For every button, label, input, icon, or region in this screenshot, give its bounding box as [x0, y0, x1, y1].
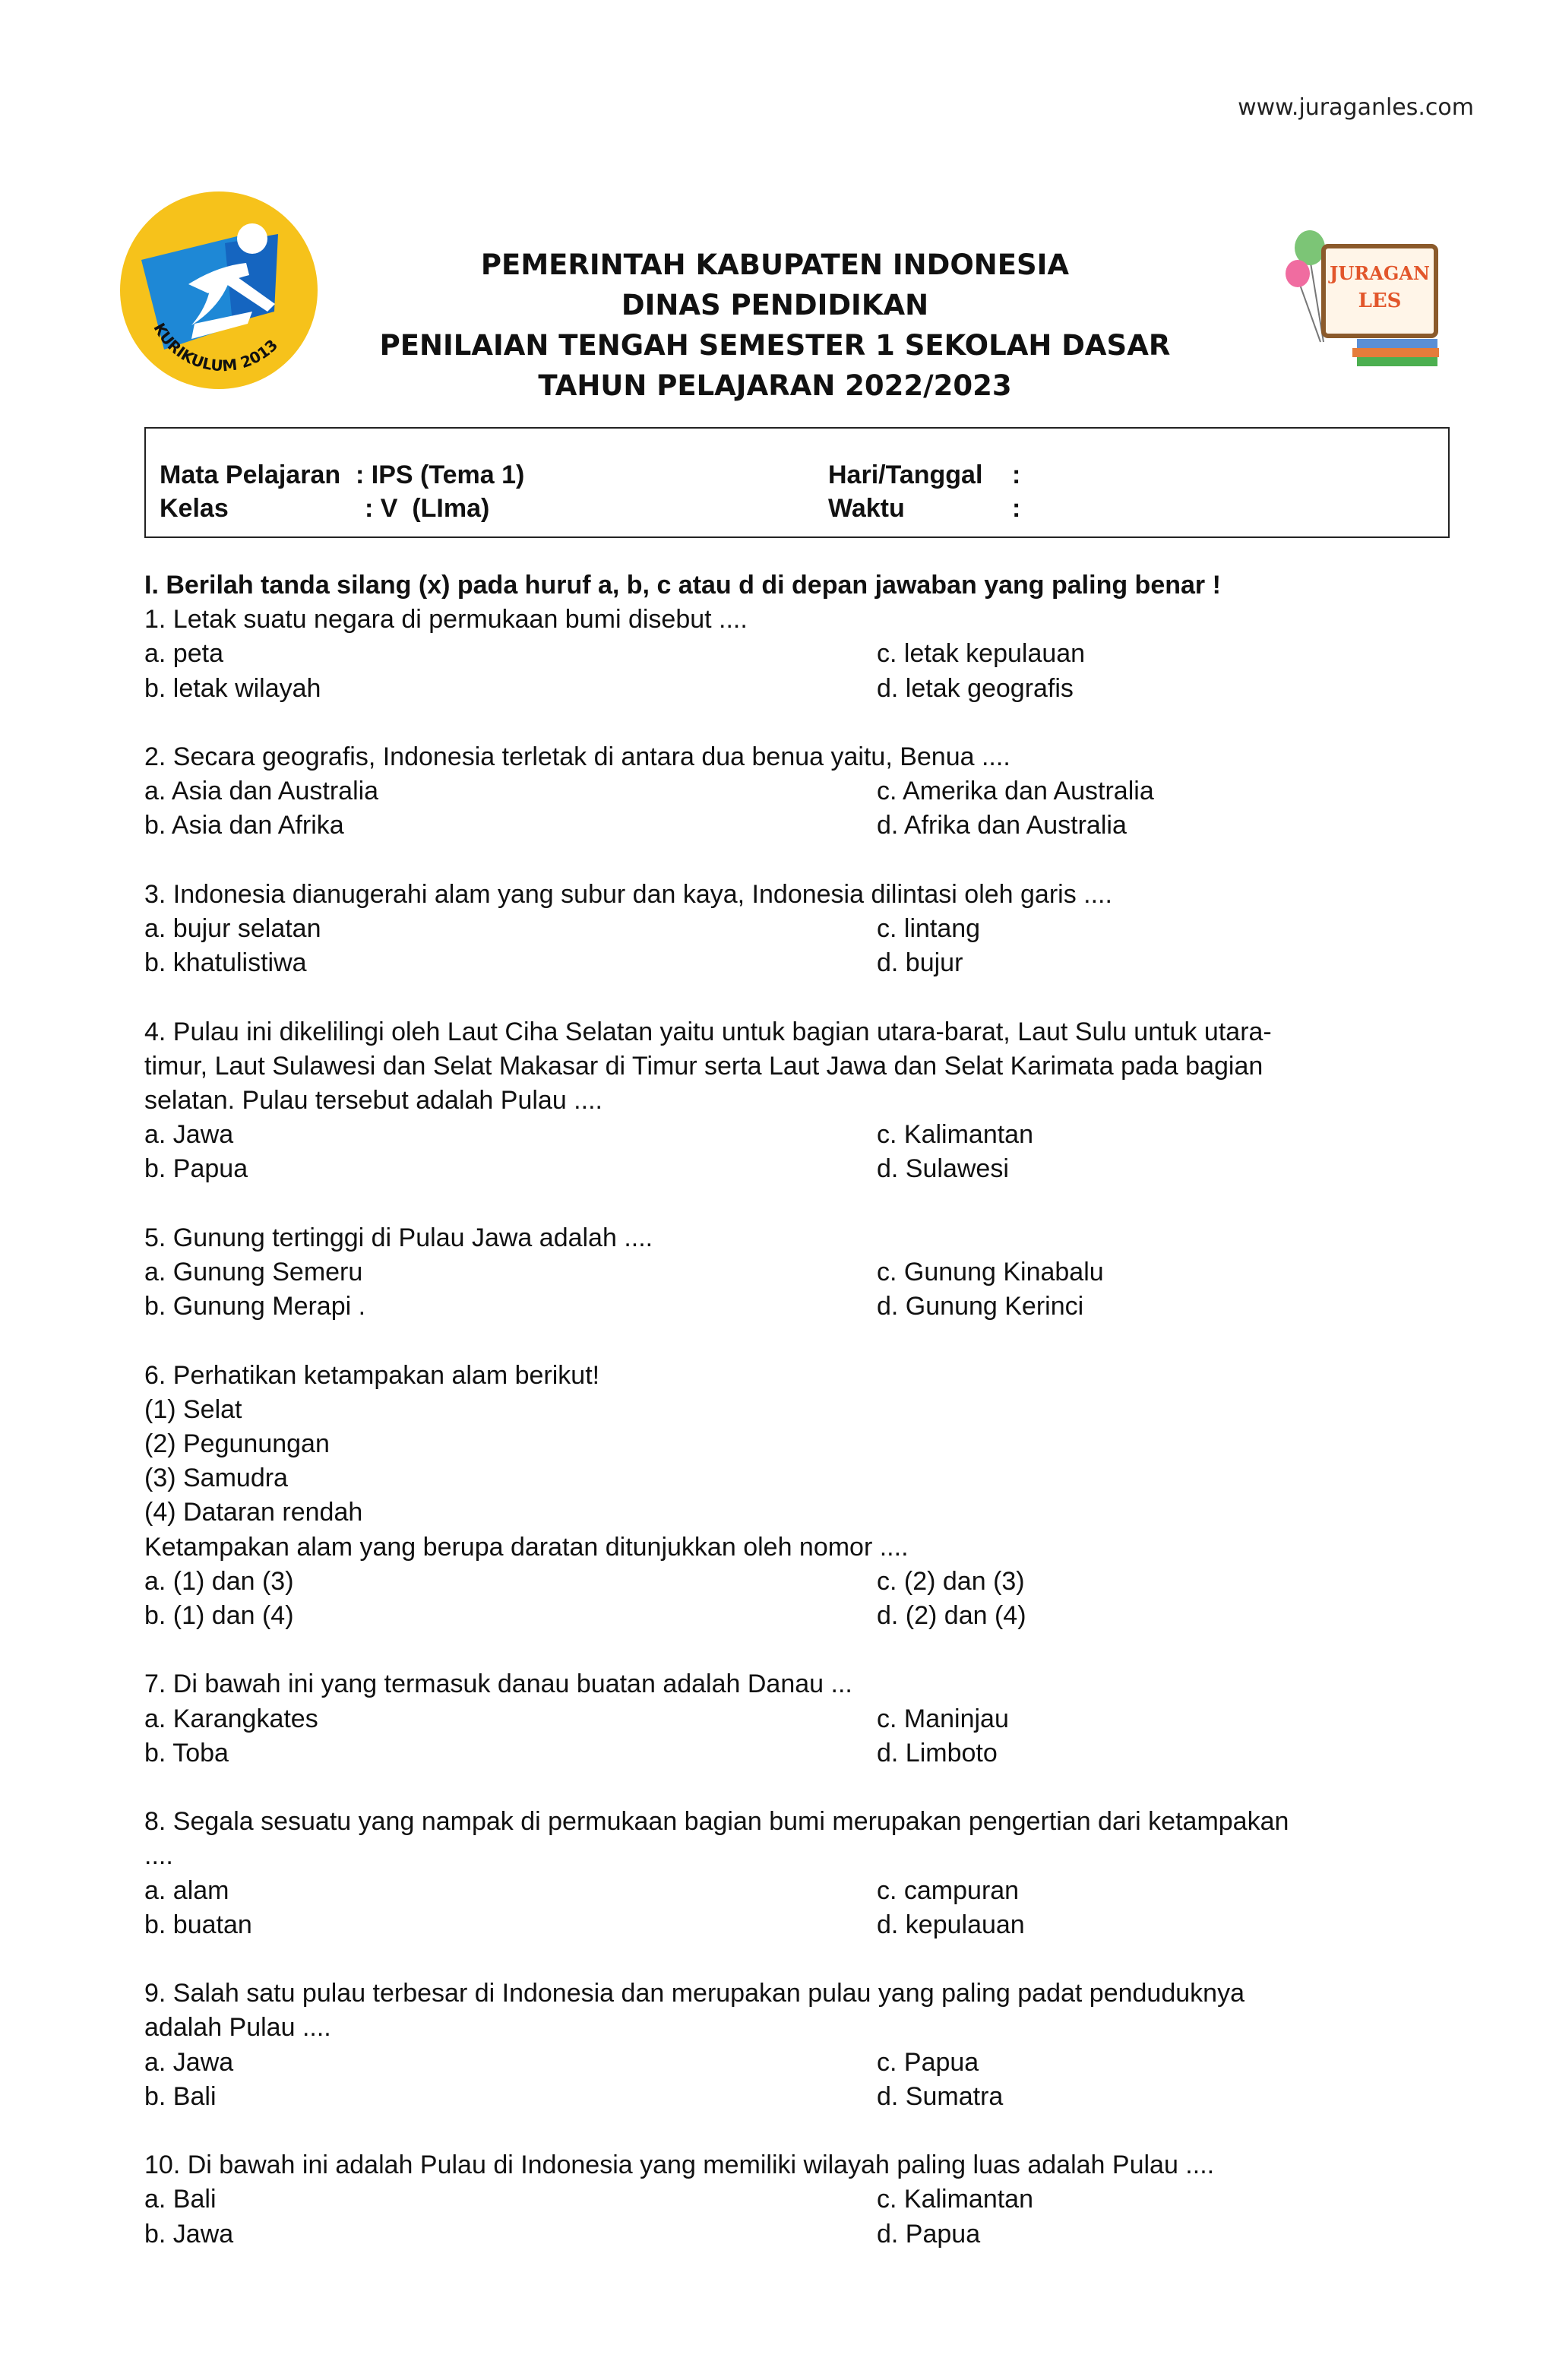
heading-line-1: PEMERINTAH KABUPATEN INDONESIA [480, 248, 1070, 281]
kelas-value: : V (LIma) [365, 494, 490, 523]
heading-line-4: TAHUN PELAJARAN 2022/2023 [538, 369, 1012, 402]
question-10 [144, 2148, 1390, 2252]
option-b: b. Gunung Merapi . [144, 1292, 366, 1321]
instruction: I. Berilah tanda silang (x) pada huruf a, b, c atau d di depan jawaban yang paling benar ! [144, 571, 1221, 600]
question-stem-line: 9. Salah satu pulau terbesar di Indonesia dan merupakan pulau yang paling padat penduduknya [144, 1979, 1244, 2008]
option-c: c. letak kepulauan [877, 639, 1086, 669]
question-stem-line: (1) Selat [144, 1394, 242, 1424]
option-b: b. letak wilayah [144, 673, 321, 703]
option-d: d. Sumatra [877, 2081, 1004, 2111]
waktu-value: : [1012, 494, 1021, 523]
waktu-label: Waktu [828, 494, 905, 523]
option-d: d. kepulauan [877, 1910, 1025, 1939]
option-d: d. Sulawesi [877, 1154, 1009, 1184]
option-b: b. Toba [144, 1738, 229, 1768]
exam-info-box [144, 427, 1450, 538]
document-heading [319, 245, 1231, 406]
option-b: b. Jawa [144, 2219, 234, 2249]
option-a: a. peta [144, 639, 223, 669]
question-stem: 10. Di bawah ini adalah Pulau di Indonesia yang memiliki wilayah paling luas adalah Pulau .... [144, 2151, 1215, 2180]
option-b: b. (1) dan (4) [144, 1601, 294, 1631]
mapel-value: : IPS (Tema 1) [356, 460, 525, 489]
question-stem-line: (2) Pegunungan [144, 1429, 330, 1458]
option-c: c. Kalimantan [877, 2185, 1033, 2214]
kurikulum-2013-logo [119, 190, 319, 391]
question-4 [144, 1015, 1390, 1187]
juragan-les-logo [1284, 228, 1451, 372]
option-b: b. buatan [144, 1910, 252, 1939]
question-stem: 3. Indonesia dianugerahi alam yang subur dan kaya, Indonesia dilintasi oleh garis .... [144, 879, 1112, 909]
question-5 [144, 1221, 1390, 1325]
question-stem-line: (4) Dataran rendah [144, 1498, 363, 1527]
hari-value: : [1012, 460, 1021, 489]
juragan-logo-line1: JURAGAN [1330, 262, 1430, 284]
question-9 [144, 1976, 1390, 2114]
question-stem-line: 4. Pulau ini dikelilingi oleh Laut Ciha Selatan yaitu untuk bagian utara-barat, Laut Sulu untuk utara- [144, 1017, 1272, 1046]
option-a: a. Gunung Semeru [144, 1258, 363, 1287]
question-stem-line: (3) Samudra [144, 1464, 288, 1493]
option-a: a. alam [144, 1875, 229, 1905]
question-8 [144, 1805, 1390, 1942]
question-2 [144, 740, 1390, 843]
option-a: a. Asia dan Australia [144, 777, 379, 806]
option-c: c. Maninjau [877, 1704, 1009, 1733]
option-c: c. Papua [877, 2047, 979, 2077]
juragan-logo-line2: LES [1358, 290, 1402, 312]
website-url: www.juraganles.com [1238, 94, 1474, 121]
question-stem-line: Ketampakan alam yang berupa daratan ditunjukkan oleh nomor .... [144, 1532, 909, 1562]
kurikulum-logo-text: KURIKULUM 2013 [150, 319, 282, 375]
option-b: b. khatulistiwa [144, 948, 307, 978]
kelas-label: Kelas [160, 494, 229, 523]
option-d: d. Gunung Kerinci [877, 1292, 1084, 1321]
option-c: c. Amerika dan Australia [877, 777, 1154, 806]
question-stem-line: 8. Segala sesuatu yang nampak di permukaan bagian bumi merupakan pengertian dari ketampakan [144, 1807, 1289, 1837]
option-b: b. Bali [144, 2081, 217, 2111]
question-3 [144, 878, 1390, 981]
option-a: a. (1) dan (3) [144, 1566, 294, 1596]
question-stem-line: .... [144, 1841, 173, 1871]
question-stem: 7. Di bawah ini yang termasuk danau buatan adalah Danau ... [144, 1669, 852, 1699]
question-stem-line: timur, Laut Sulawesi dan Selat Makasar di Timur serta Laut Jawa dan Selat Karimata pada bagian [144, 1051, 1263, 1081]
option-a: a. bujur selatan [144, 914, 321, 943]
question-stem-line: 6. Perhatikan ketampakan alam berikut! [144, 1360, 600, 1390]
option-b: b. Asia dan Afrika [144, 811, 344, 840]
option-a: a. Jawa [144, 2047, 234, 2077]
heading-line-2: DINAS PENDIDIKAN [621, 289, 929, 321]
question-7 [144, 1667, 1390, 1771]
option-c: c. Gunung Kinabalu [877, 1258, 1104, 1287]
question-stem-line: selatan. Pulau tersebut adalah Pulau .... [144, 1086, 602, 1115]
mapel-label: Mata Pelajaran [160, 460, 341, 489]
option-d: d. bujur [877, 948, 963, 978]
option-d: d. letak geografis [877, 673, 1074, 703]
question-stem: 5. Gunung tertinggi di Pulau Jawa adalah .... [144, 1223, 653, 1252]
option-c: c. Kalimantan [877, 1120, 1033, 1150]
question-stem: 1. Letak suatu negara di permukaan bumi disebut .... [144, 605, 748, 635]
question-6 [144, 1359, 1390, 1634]
option-a: a. Karangkates [144, 1704, 318, 1733]
question-1 [144, 603, 1390, 706]
question-stem: 2. Secara geografis, Indonesia terletak di antara dua benua yaitu, Benua .... [144, 742, 1010, 771]
option-c: c. lintang [877, 914, 981, 943]
option-c: c. campuran [877, 1875, 1020, 1905]
option-d: d. Afrika dan Australia [877, 811, 1127, 840]
option-b: b. Papua [144, 1154, 248, 1184]
questions-section [144, 568, 1390, 2286]
option-a: a. Jawa [144, 1120, 234, 1150]
question-stem-line: adalah Pulau .... [144, 2013, 331, 2043]
heading-line-3: PENILAIAN TENGAH SEMESTER 1 SEKOLAH DASAR [379, 329, 1171, 362]
option-c: c. (2) dan (3) [877, 1566, 1025, 1596]
option-a: a. Bali [144, 2185, 217, 2214]
hari-label: Hari/Tanggal [828, 460, 983, 489]
option-d: d. Limboto [877, 1738, 998, 1768]
option-d: d. (2) dan (4) [877, 1601, 1026, 1631]
option-d: d. Papua [877, 2219, 981, 2249]
